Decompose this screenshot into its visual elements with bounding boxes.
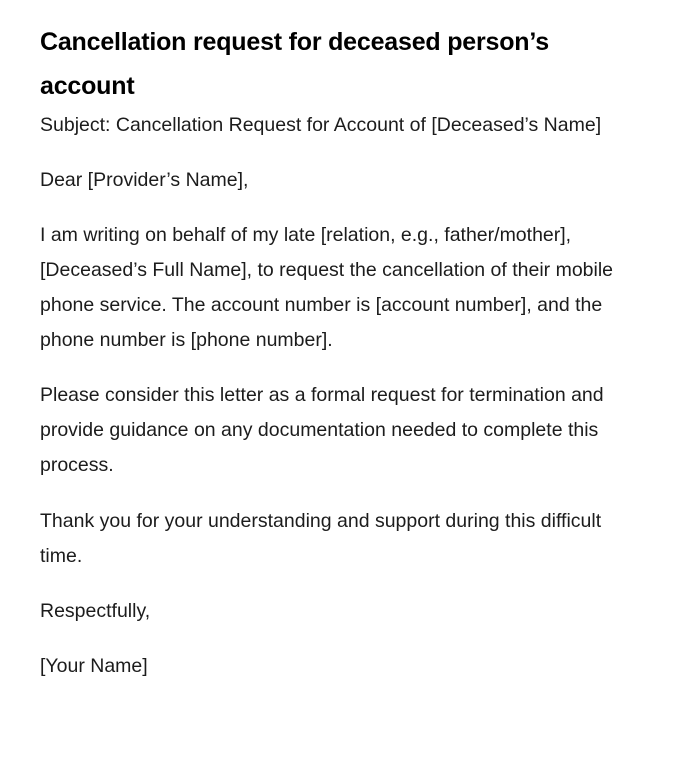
greeting-line: Dear [Provider’s Name], xyxy=(40,169,249,191)
body-paragraph-documentation: Please consider this letter as a formal request for termination and provide guidance on any documentation needed to complete this process. xyxy=(40,384,604,476)
body-paragraph-request: I am writing on behalf of my late [relation, e.g., father/mother], [Deceased’s Full Name], to request the cancellation of their mobile phone service. The account number is [account number], and the phone number is [phone number]. xyxy=(40,224,614,351)
signature-name: [Your Name] xyxy=(40,655,148,677)
closing-line: Respectfully, xyxy=(40,600,151,622)
letter-document xyxy=(40,20,640,684)
subject-line: Subject: Cancellation Request for Account of [Deceased’s Name] xyxy=(40,114,602,136)
page-title: Cancellation request for deceased person’s account xyxy=(40,28,549,100)
thanks-paragraph: Thank you for your understanding and support during this difficult time. xyxy=(40,510,602,567)
